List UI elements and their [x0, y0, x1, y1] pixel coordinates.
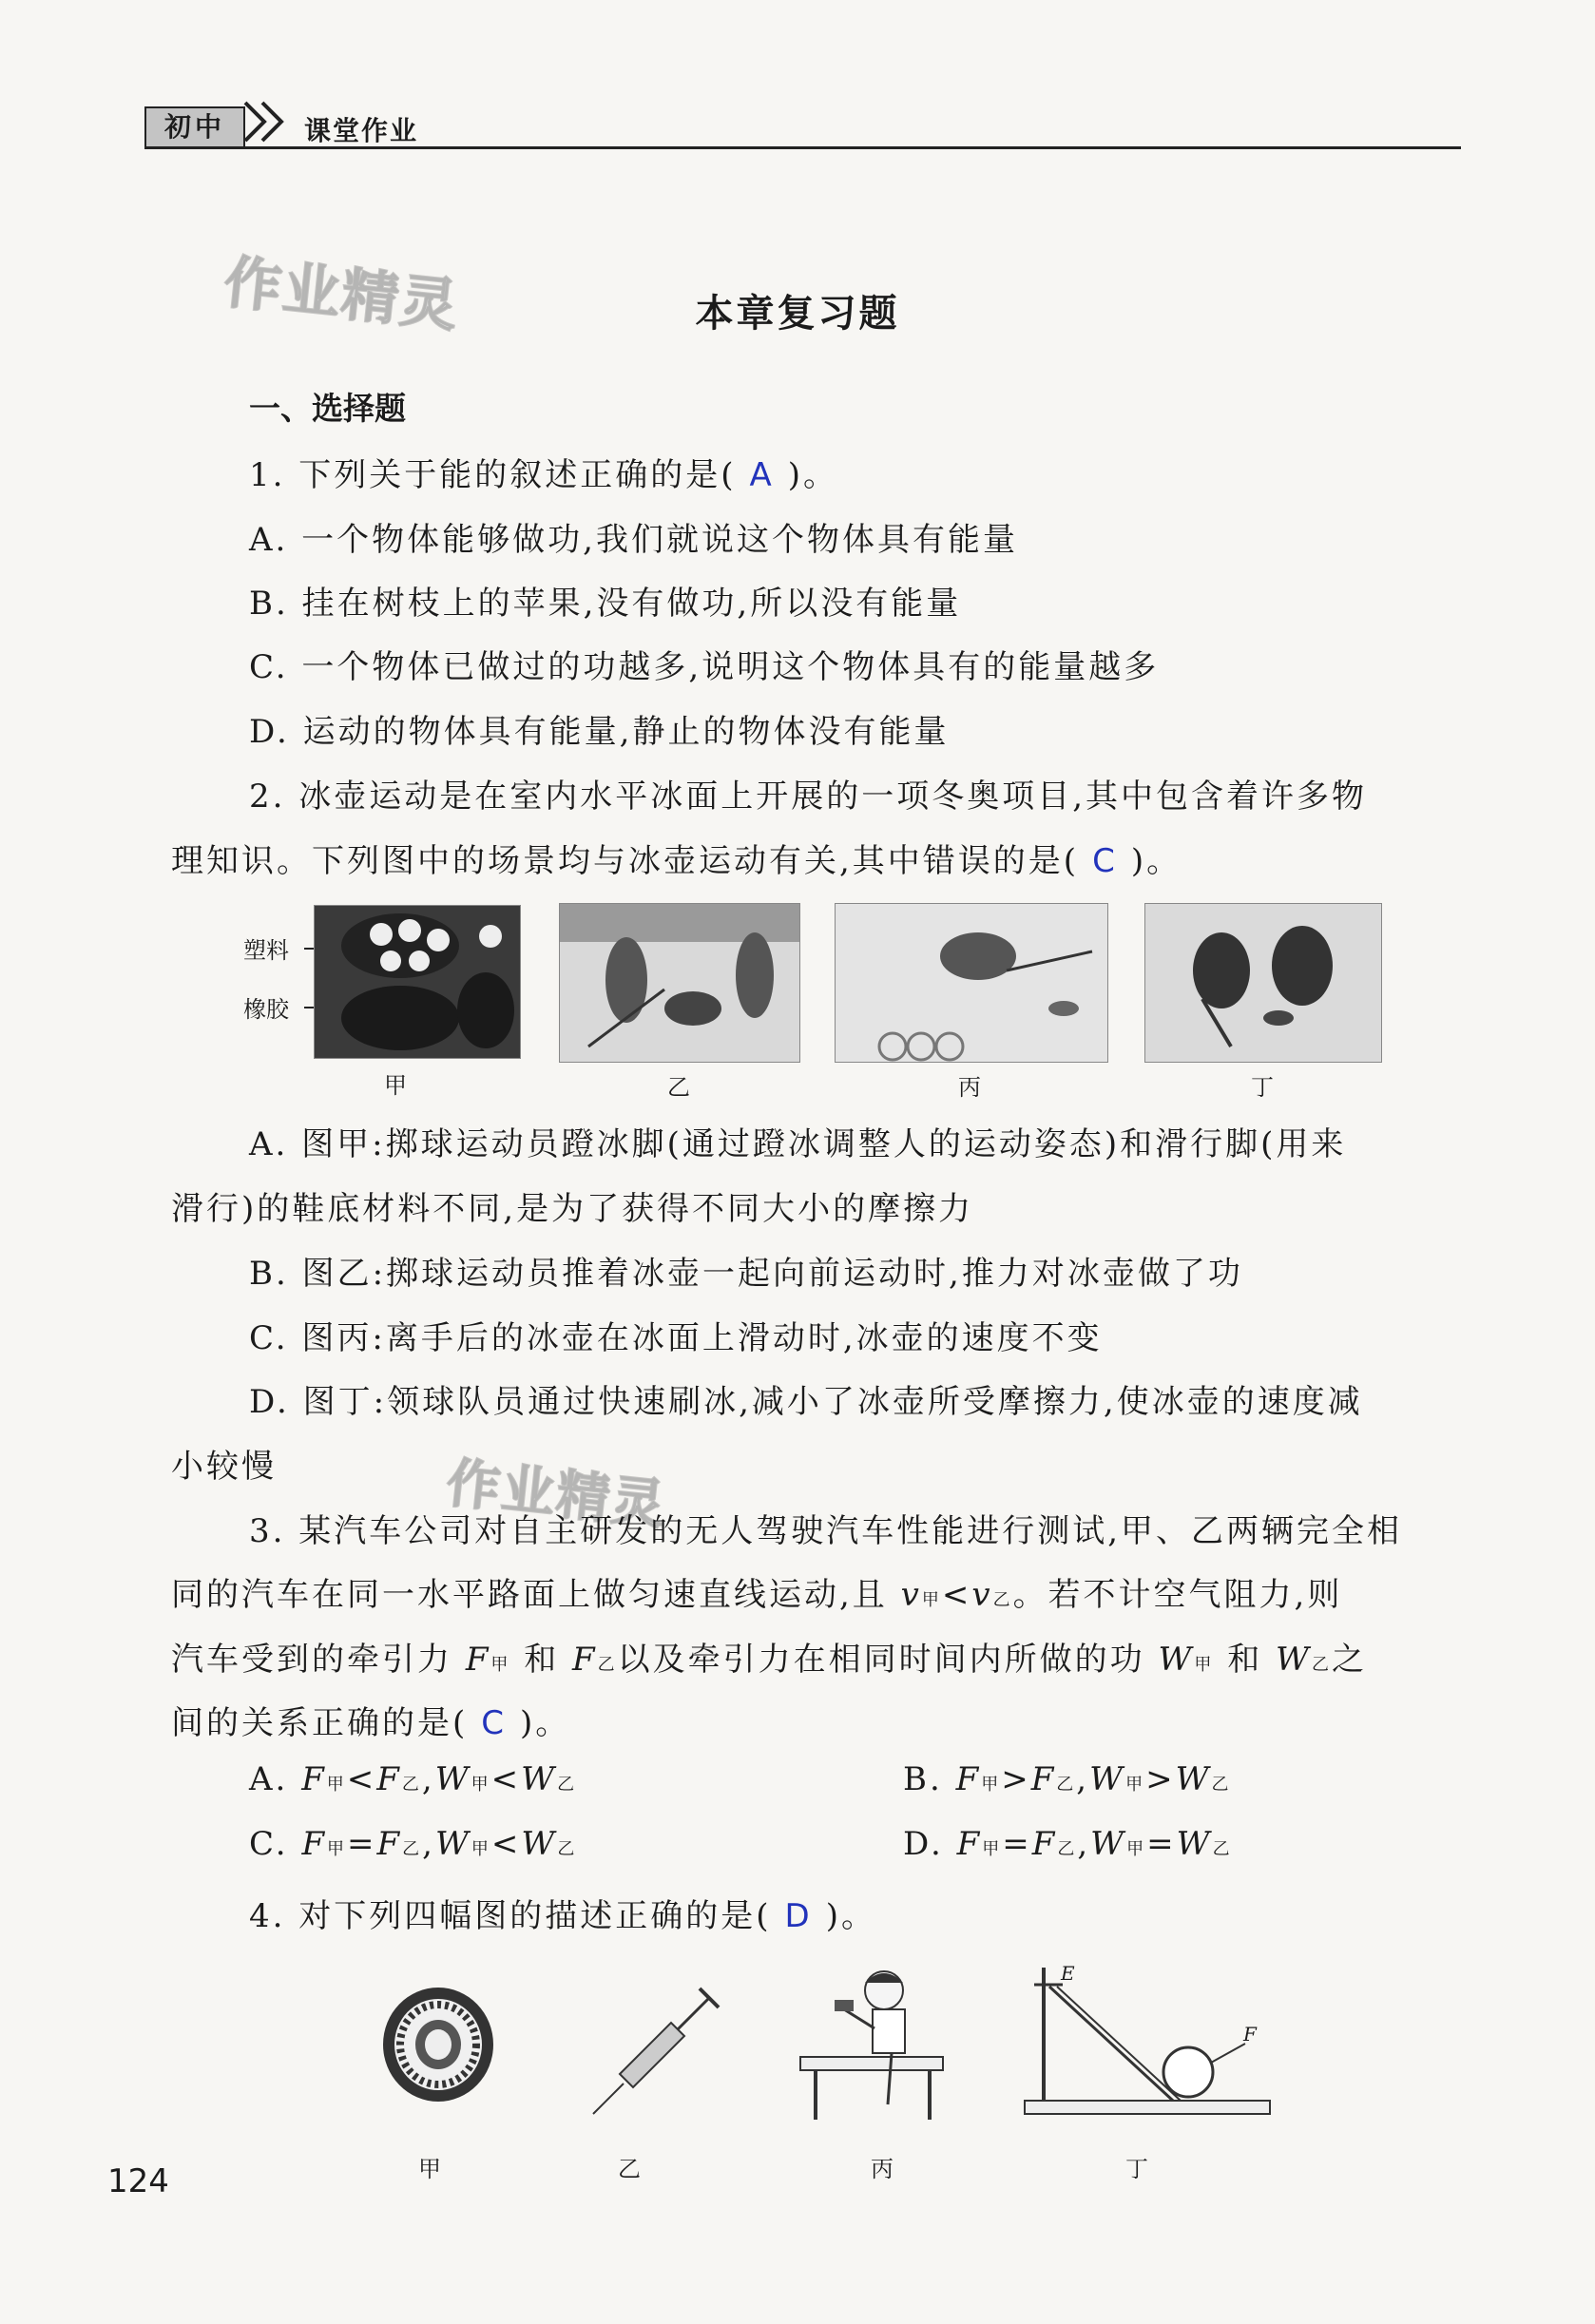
page-number: 124: [107, 2162, 169, 2200]
q2-option-b: B. 图乙:掷球运动员推着冰壶一起向前运动时,推力对冰壶做了功: [249, 1255, 1243, 1293]
figure-caption: 甲: [418, 2156, 441, 2182]
figure-caption: 乙: [618, 2156, 641, 2182]
watermark: 作业精灵: [221, 249, 463, 340]
figure-caption: 丙: [871, 2156, 894, 2182]
section-title: 一、选择题: [249, 390, 406, 427]
chapter-title: 本章复习题: [695, 292, 900, 336]
q3-option-d: D. F甲=F乙,W甲=W乙: [903, 1825, 1233, 1863]
figure-caption: 丙: [958, 1074, 981, 1101]
figure-caption: 甲: [384, 1072, 407, 1099]
figure-yi-pushing-stone: [559, 903, 800, 1063]
question-3-line3: 汽车受到的牵引力 F甲 和 F乙以及牵引力在相同时间内所做的功 W甲 和 W乙之: [171, 1641, 1367, 1679]
q3-option-c: C. F甲=F乙,W甲<W乙: [249, 1825, 578, 1863]
q3-option-a: A. F甲<F乙,W甲<W乙: [249, 1760, 578, 1798]
answer-mark: D: [784, 1897, 813, 1935]
series-title: 课堂作业: [304, 115, 419, 146]
question-2-stem-line2: 理知识。下列图中的场景均与冰壶运动有关,其中错误的是( C )。: [171, 842, 1182, 880]
figure-caption: 丁: [1125, 2156, 1148, 2182]
q2-option-d-line2: 小较慢: [171, 1448, 277, 1486]
figure-roll-track: [1021, 1958, 1274, 2122]
figure-caption: 丁: [1251, 1074, 1274, 1101]
answer-mark: A: [749, 456, 775, 494]
figure-bing-sliding-stone: [835, 903, 1108, 1063]
question-3-line1: 3. 某汽车公司对自主研发的无人驾驶汽车性能进行测试,甲、乙两辆完全相: [249, 1512, 1403, 1550]
double-chevron-icon: [240, 91, 297, 148]
question-4-stem: 4. 对下列四幅图的描述正确的是( D )。: [249, 1897, 876, 1935]
watermark: 作业精灵: [443, 1452, 670, 1537]
figure-caption: 乙: [667, 1074, 690, 1101]
figure-ding-sweeping: [1144, 903, 1382, 1063]
q2-option-a-line1: A. 图甲:掷球运动员蹬冰脚(通过蹬冰调整人的运动姿态)和滑行脚(用来: [249, 1125, 1347, 1163]
q2-option-d-line1: D. 图丁:领球队员通过快速刷冰,减小了冰壶所受摩擦力,使冰壶的速度减: [249, 1383, 1363, 1421]
figure-bearing: [376, 1983, 509, 2106]
figure-jia-shoe-soles: [314, 905, 521, 1059]
question-3-line4: 间的关系正确的是( C )。: [171, 1704, 571, 1742]
label-rubber: 橡胶: [243, 996, 289, 1023]
q3-option-b: B. F甲>F乙,W甲>W乙: [903, 1760, 1232, 1798]
answer-mark: C: [481, 1704, 508, 1742]
question-1-stem: 1. 下列关于能的叙述正确的是( A )。: [249, 456, 839, 494]
q1-option-c: C. 一个物体已做过的功越多,说明这个物体具有的能量越多: [249, 648, 1160, 686]
q1-option-b: B. 挂在树枝上的苹果,没有做功,所以没有能量: [249, 585, 962, 623]
answer-mark: C: [1092, 842, 1118, 880]
q2-option-c: C. 图丙:离手后的冰壶在冰面上滑动时,冰壶的速度不变: [249, 1319, 1103, 1357]
q2-option-a-line2: 滑行)的鞋底材料不同,是为了获得不同大小的摩擦力: [171, 1190, 974, 1228]
header-rule: [144, 146, 1461, 149]
label-e: E: [1061, 1962, 1075, 1985]
question-2-stem-line1: 2. 冰壶运动是在室内水平冰面上开展的一项冬奥项目,其中包含着许多物: [249, 778, 1368, 816]
label-plastic: 塑料: [243, 937, 289, 964]
level-badge: 初中: [144, 106, 245, 148]
figure-syringe: [586, 1979, 728, 2122]
label-f: F: [1243, 2023, 1257, 2046]
q1-option-a: A. 一个物体能够做功,我们就说这个物体具有能量: [249, 521, 1018, 559]
question-3-line2: 同的汽车在同一水平路面上做匀速直线运动,且 v甲<v乙。若不计空气阻力,则: [171, 1576, 1343, 1614]
q1-option-d: D. 运动的物体具有能量,静止的物体没有能量: [249, 713, 950, 751]
figure-boy-hammering: [797, 1962, 949, 2123]
